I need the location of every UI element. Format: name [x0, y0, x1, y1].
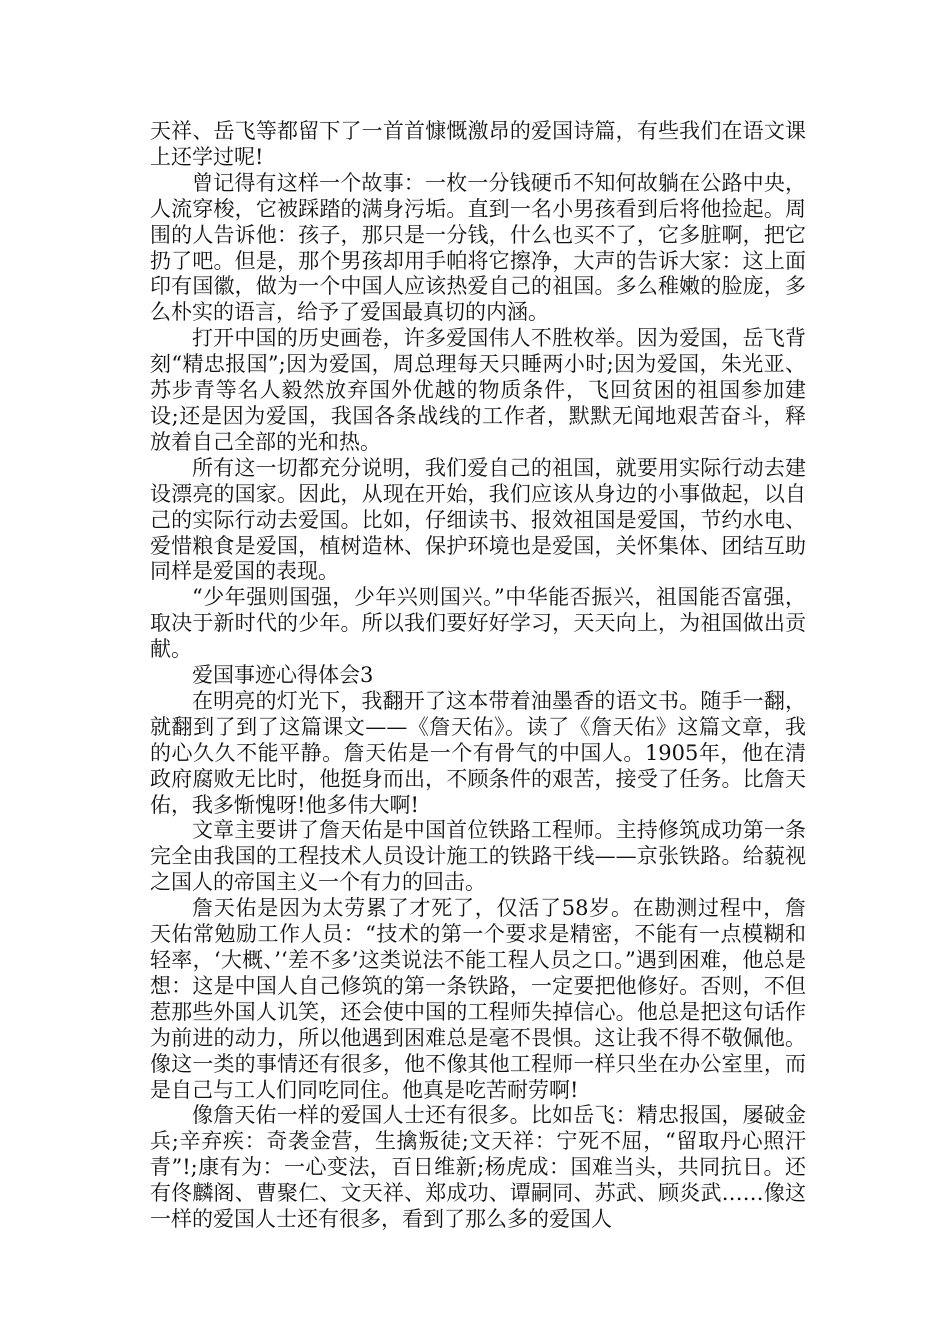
paragraph-8: 詹天佑是因为太劳累了才死了，仅活了58岁。在勘测过程中，詹天佑常勉励工作人员：“技术的第一个要求是精密，不能有一点模糊和轻率，‘大概、’‘差不多’这类说法不能工程人员之口。”遇到困难，他总是想：这是中国人自己修筑的第一条铁路，一定要把他修好。否则，不但惹那些外国人讥笑，还会使中国的工程师失掉信心。他总是把这句话作为前进的动力，所以他遇到困难总是毫不畏惧。这让我不得不敬佩他。像这一类的事情还有很多，他不像其他工程师一样只坐在办公室里，而是自己与工人们同吃同住。他真是吃苦耐劳啊! — [150, 896, 806, 1102]
paragraph-5: “少年强则国强，少年兴则国兴。”中华能否振兴，祖国能否富强，取决于新时代的少年。所以我们要好好学习，天天向上，为祖国做出贡献。 — [150, 585, 806, 662]
paragraph-1: 天祥、岳飞等都留下了一首首慷慨激昂的爱国诗篇，有些我们在语文课上还学过呢! — [150, 119, 806, 169]
paragraph-3: 打开中国的历史画卷，许多爱国伟人不胜枚举。因为爱国，岳飞背刻“精忠报国”;因为爱国，周总理每天只睡两小时;因为爱国，朱光亚、苏步青等名人毅然放弃国外优越的物质条件，飞回贫困的祖国参加建设;还是因为爱国，我国各条战线的工作者，默默无闻地艰苦奋斗，释放着自己全部的光和热。 — [150, 326, 806, 454]
paragraph-6: 在明亮的灯光下，我翻开了这本带着油墨香的语文书。随手一翻，就翻到了到了这篇课文——《詹天佑》。读了《詹天佑》这篇文章，我的心久久不能平静。詹天佑是一个有骨气的中国人。1905年，他在清政府腐败无比时，他挺身而出，不顾条件的艰苦，接受了任务。比詹天佑，我多惭愧呀!他多伟大啊! — [150, 688, 806, 817]
paragraph-4: 所有这一切都充分说明，我们爱自己的祖国，就要用实际行动去建设漂亮的国家。因此，从现在开始，我们应该从身边的小事做起，以自己的实际行动去爱国。比如，仔细读书、报效祖国是爱国，节约水电、爱惜粮食是爱国，植树造林、保护环境也是爱国，关怀集体、团结互助同样是爱国的表现。 — [150, 455, 806, 584]
section-heading: 爱国事迹心得体会3 — [192, 663, 374, 688]
paragraph-2: 曾记得有这样一个故事：一枚一分钱硬币不知何故躺在公路中央，人流穿梭，它被踩踏的满身污垢。直到一名小男孩看到后将他捡起。周围的人告诉他：孩子，那只是一分钱，什么也买不了，它多脏啊，把它扔了吧。但是，那个男孩却用手帕将它擦净，大声的告诉大家：这上面印有国徽，做为一个中国人应该热爱自己的祖国。多么稚嫩的脸庞，多么朴实的语言，给予了爱国最真切的内涵。 — [150, 170, 806, 325]
paragraph-9: 像詹天佑一样的爱国人士还有很多。比如岳飞：精忠报国，屡破金兵;辛弃疾：奇袭金营，生擒叛徒;文天祥：宁死不屈，“留取丹心照汗青”!;康有为：一心变法，百日维新;杨虎成：国难当头，共同抗日。还有佟麟阁、曹聚仁、文天祥、郑成功、谭嗣同、苏武、顾炎武……像这一样的爱国人士还有很多，看到了那么多的爱国人 — [150, 1103, 806, 1232]
paragraph-7: 文章主要讲了詹天佑是中国首位铁路工程师。主持修筑成功第一条完全由我国的工程技术人员设计施工的铁路干线——京张铁路。给藐视之国人的帝国主义一个有力的回击。 — [150, 818, 806, 895]
document-page — [150, 119, 806, 1233]
